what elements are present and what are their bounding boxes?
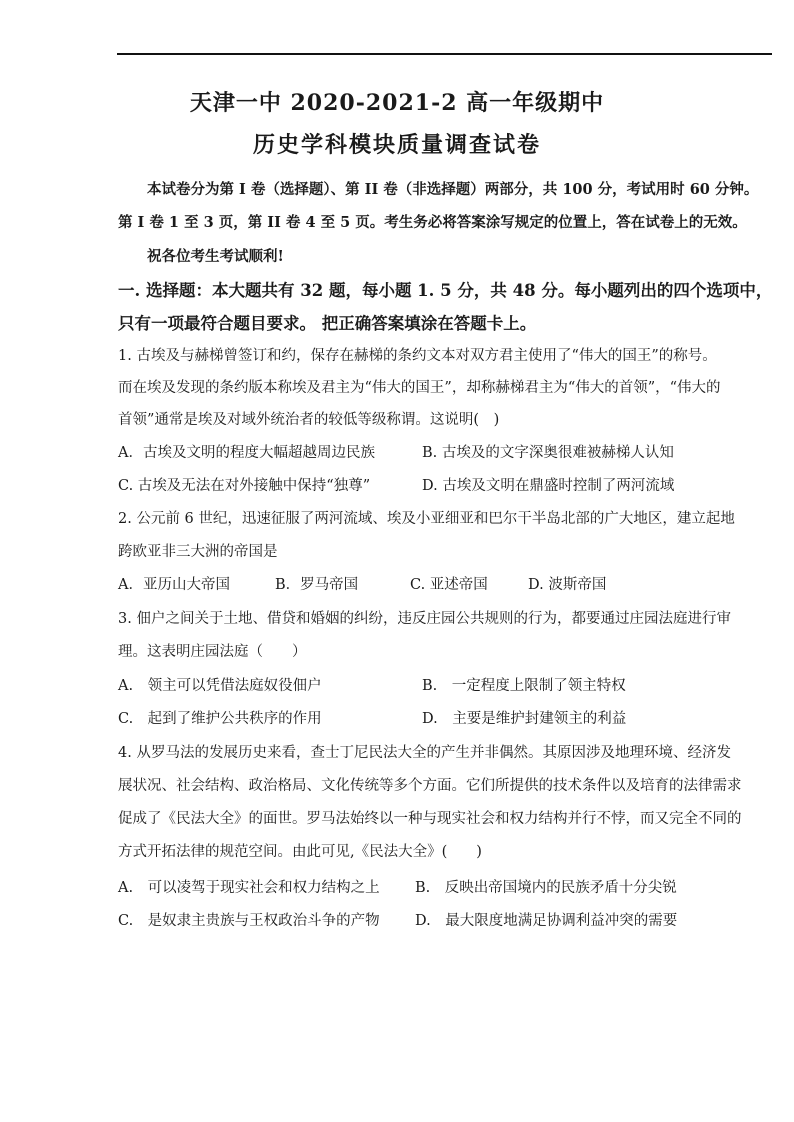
option-b: B. 古埃及的文字深奥很难被赫梯人认知: [422, 445, 674, 461]
question-text-line: 而在埃及发现的条约版本称埃及君主为“伟大的国王”，却称赫梯君主为“伟大的首领”，“伟大的: [118, 380, 721, 396]
section1-heading-line1: 一. 选择题：本大题共有 32 题，每小题 1. 5 分，共 48 分。每小题列出的四个选项中，: [118, 281, 773, 300]
option-d: D. 波斯帝国: [528, 577, 607, 593]
option-a: A. 领主可以凭借法庭奴役佃户: [118, 678, 322, 694]
question-text-line: 方式开拓法律的规范空间。由此可见,《民法大全》( ): [118, 844, 482, 860]
intro-line2: 第 I 卷 1 至 3 页，第 II 卷 4 至 5 页。考生务必将答案涂写规定的位置上，答在试卷上的无效。: [118, 214, 747, 231]
option-a: A．古埃及文明的程度大幅超越周边民族: [118, 445, 375, 461]
question-text-line: 1. 古埃及与赫梯曾签订和约，保存在赫梯的条约文本对双方君主使用了“伟大的国王”的称号。: [118, 348, 717, 364]
option-d: D. 最大限度地满足协调利益冲突的需要: [415, 913, 678, 929]
option-a: A. 可以凌驾于现实社会和权力结构之上: [118, 880, 380, 896]
question-text-line: 理。这表明庄园法庭（ ）: [118, 644, 307, 660]
option-d: D. 古埃及文明在鼎盛时控制了两河流域: [422, 478, 675, 494]
option-b: B．罗马帝国: [275, 577, 359, 593]
question-text-line: 展状况、社会结构、政治格局、文化传统等多个方面。它们所提供的技术条件以及培育的法律需求: [118, 778, 742, 794]
question-text-line: 3. 佃户之间关于土地、借贷和婚姻的纠纷，违反庄园公共规则的行为，都要通过庄园法庭进行审: [118, 611, 731, 627]
question-text-line: 促成了《民法大全》的面世。罗马法始终以一种与现实社会和权力结构并行不悖，而又完全不同的: [118, 811, 742, 827]
option-b: B. 一定程度上限制了领主特权: [422, 678, 626, 694]
option-c: C. 起到了维护公共秩序的作用: [118, 711, 322, 727]
option-b: B. 反映出帝国境内的民族矛盾十分尖锐: [415, 880, 677, 896]
question-text-line: 2. 公元前 6 世纪，迅速征服了两河流域、埃及小亚细亚和巴尔干半岛北部的广大地区，建立起地: [118, 511, 735, 527]
exam-title-line1: 天津一中 2020-2021-2 高一年级期中: [189, 90, 605, 116]
option-d: D. 主要是维护封建领主的利益: [422, 711, 627, 727]
question-text-line: 跨欧亚非三大洲的帝国是: [118, 544, 278, 560]
option-c: C. 亚述帝国: [410, 577, 488, 593]
intro-line1: 本试卷分为第 I 卷（选择题）、第 II 卷（非选择题）两部分，共 100 分，考试用时 60 分钟。: [147, 181, 759, 198]
option-c: C. 是奴隶主贵族与王权政治斗争的产物: [118, 913, 380, 929]
top-rule: [117, 53, 772, 55]
option-c: C. 古埃及无法在对外接触中保持“独尊”: [118, 478, 371, 494]
section1-heading-line2: 只有一项最符合题目要求。 把正确答案填涂在答题卡上。: [118, 314, 537, 333]
question-text-line: 4. 从罗马法的发展历史来看，查士丁尼民法大全的产生并非偶然。其原因涉及地理环境、经济发: [118, 745, 731, 761]
question-text-line: 首领”通常是埃及对域外统治者的较低等级称谓。这说明( ): [118, 412, 500, 428]
exam-title-line2: 历史学科模块质量调查试卷: [252, 132, 541, 158]
option-a: A．亚历山大帝国: [118, 577, 230, 593]
intro-line3: 祝各位考生考试顺利!: [147, 248, 284, 265]
